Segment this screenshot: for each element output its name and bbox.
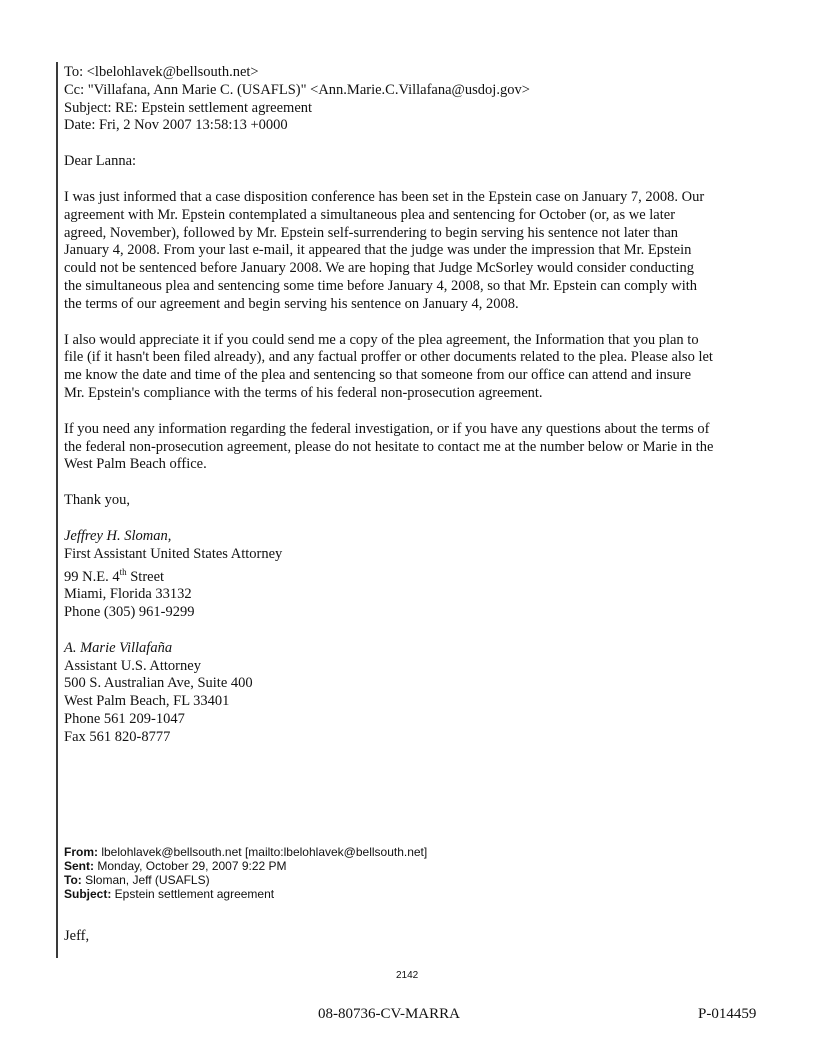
fwd-sent-line	[64, 859, 427, 873]
fwd-subject-line	[64, 887, 427, 901]
street-prefix: 99 N.E. 4	[64, 568, 120, 585]
fwd-sent-value: Monday, October 29, 2007 9:22 PM	[94, 859, 287, 873]
fwd-subject-value: Epstein settlement agreement	[111, 887, 275, 901]
date-line: Date: Fri, 2 Nov 2007 13:58:13 +0000	[64, 117, 288, 134]
body-paragraph-2: I also would appreciate it if you could send me a copy of the plea agreement, the Information that you plan to file (if it hasn't been filed already), and any factual proffer or other documents related to the plea. Please also let me know the date and time of the plea and sentencing so that someone from our office can attend and insure Mr. Epstein's compliance with the terms of his federal non-prosecution agreement.	[64, 331, 713, 401]
fwd-sent-label: Sent:	[64, 859, 94, 873]
forwarded-header	[64, 845, 427, 901]
subject-line: Subject: RE: Epstein settlement agreement	[64, 99, 313, 116]
email-header	[64, 64, 714, 135]
bates-number: P-014459	[698, 1006, 757, 1022]
cc-line: Cc: "Villafana, Ann Marie C. (USAFLS)" <Ann.Marie.C.Villafana@usdoj.gov>	[64, 81, 530, 98]
street-superscript: th	[119, 566, 127, 577]
body-paragraph-3: If you need any information regarding the federal investigation, or if you have any questions about the terms of the federal non-prosecution agreement, please do not hesitate to contact me at the number below or Marie in the West Palm Beach office.	[64, 420, 714, 473]
fwd-subject-label: Subject:	[64, 887, 112, 901]
signer-name: Jeffrey H. Sloman,	[64, 527, 172, 544]
case-number: 08-80736-CV-MARRA	[318, 1006, 460, 1022]
signer-city: West Palm Beach, FL 33401	[64, 693, 230, 710]
fwd-from-value: lbelohlavek@bellsouth.net [mailto:lbelohlavek@bellsouth.net]	[98, 845, 428, 859]
signature-villafana	[64, 640, 714, 747]
signer-fax: Fax 561 820-8777	[64, 728, 171, 745]
signer-phone: Phone (305) 961-9299	[64, 603, 195, 620]
greeting: Dear Lanna:	[64, 153, 137, 170]
fwd-from-label: From:	[64, 845, 98, 859]
fwd-to-line	[64, 873, 427, 887]
body-paragraph-1: I was just informed that a case disposition conference has been set in the Epstein case on January 7, 2008. Our agreement with Mr. Epstein contemplated a simultaneous plea and sentencing for October (or, as we later agreed, November), followed by Mr. Epstein self-surrendering to begin serving his sentence not later than January 4, 2008. From your last e-mail, it appeared that the judge was under the impression that Mr. Epstein could not be sentenced before January 2008. We are hoping that Judge McSorley would consider conducting the simultaneous plea and sentencing some time before January 4, 2008, so that Mr. Epstein can comply with the terms of our agreement and begin serving his sentence on January 4, 2008.	[64, 188, 705, 312]
fwd-salutation: Jeff,	[64, 928, 90, 944]
to-line: To: <lbelohlavek@bellsouth.net>	[64, 64, 259, 80]
signer-street: 500 S. Australian Ave, Suite 400	[64, 675, 253, 692]
signature-sloman	[64, 528, 714, 622]
fwd-to-label: To:	[64, 873, 82, 887]
signer-title: First Assistant United States Attorney	[64, 545, 283, 562]
signer-name: A. Marie Villafaña	[64, 639, 173, 656]
street-suffix: Street	[126, 568, 165, 585]
signer-street	[64, 564, 714, 587]
fwd-to-value: Sloman, Jeff (USAFLS)	[81, 873, 210, 887]
email-document	[64, 64, 714, 765]
signer-title: Assistant U.S. Attorney	[64, 657, 201, 674]
left-margin-rule	[56, 62, 58, 958]
fwd-from-line	[64, 845, 427, 859]
signer-phone: Phone 561 209-1047	[64, 710, 185, 727]
closing: Thank you,	[64, 492, 131, 509]
signer-city: Miami, Florida 33132	[64, 586, 192, 603]
page-number: 2142	[396, 970, 419, 981]
